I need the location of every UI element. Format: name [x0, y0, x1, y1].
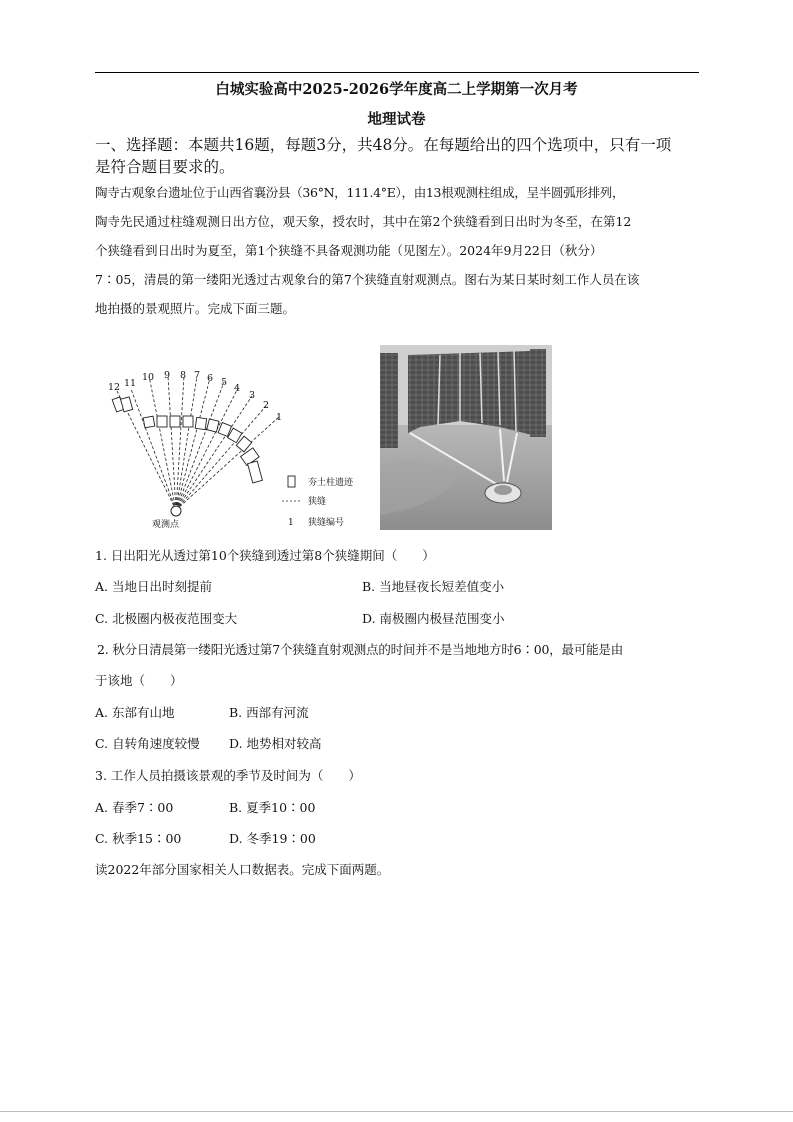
question-2-stem: 2. 秋分日清晨第一缕阳光透过第7个狭缝直射观测点的时间并不是当地地方时6∶00，最可能是由 [97, 642, 624, 657]
section-heading [95, 134, 701, 178]
section-heading-line: 是符合题目要求的。 [95, 158, 235, 176]
slit-number-label: 2 [263, 400, 270, 411]
question-3-stem: 3. 工作人员拍摄该景观的季节及时间为（ ） [95, 768, 361, 783]
slit-number-label: 3 [249, 390, 256, 401]
observatory-diagram [104, 362, 374, 534]
observation-point-marker [171, 506, 181, 516]
passage-line: 个狭缝看到日出时为夏至，第1个狭缝不具备观测功能（见图左）。2024年9月22日（秋分） [95, 243, 603, 258]
question-2-option-a[interactable]: A. 东部有山地 [95, 705, 175, 720]
exam-title: 白城实验高中2025-2026学年度高二上学期第一次月考 [215, 81, 578, 98]
slit-number-label: 6 [207, 373, 214, 384]
legend-pillar-label: 夯土柱遗迹 [308, 478, 354, 488]
legend-pillar-symbol [288, 476, 295, 487]
passage-line: 陶寺古观象台遗址位于山西省襄汾县（36°N，111.4°E），由13根观测柱组成，呈半圆弧形排列， [95, 185, 625, 200]
question-2-option-d[interactable]: D. 地势相对较高 [229, 736, 322, 751]
question-1-option-c[interactable]: C. 北极圈内极夜范围变大 [95, 611, 238, 626]
question-2-option-c[interactable]: C. 自转角速度较慢 [95, 736, 200, 751]
legend-slit-label: 狭缝 [308, 497, 327, 507]
question-1-option-b[interactable]: B. 当地昼夜长短差值变小 [362, 579, 505, 594]
question-1-stem: 1. 日出阳光从透过第10个狭缝到透过第8个狭缝期间（ ） [95, 548, 435, 563]
slit-number-label: 12 [108, 382, 121, 393]
exam-subtitle: 地理试卷 [367, 111, 426, 128]
observatory-photo [380, 345, 552, 530]
footer-rule [0, 1111, 793, 1112]
question-1-option-a[interactable]: A. 当地日出时刻提前 [95, 579, 212, 594]
passage-1 [95, 178, 701, 323]
legend-number-symbol: 1 [288, 518, 294, 528]
question-2-stem-continued: 于该地（ ） [95, 673, 183, 688]
question-3-option-c[interactable]: C. 秋季15∶00 [95, 831, 182, 846]
slit-number-label: 4 [234, 383, 241, 394]
slit-number-label: 1 [276, 412, 283, 423]
diagram-legend [282, 476, 354, 528]
question-3-option-a[interactable]: A. 春季7∶00 [95, 800, 174, 815]
passage-line: 地拍摄的景观照片。完成下面三题。 [95, 301, 296, 316]
observation-point-label: 观测点 [152, 520, 180, 530]
slit-number-label: 10 [142, 372, 155, 383]
slit-number-label: 11 [124, 378, 137, 389]
passage-line: 7∶05，清晨的第一缕阳光透过古观象台的第7个狭缝直射观测点。图右为某日某时刻工作人员在该 [95, 272, 640, 287]
question-3-option-b[interactable]: B. 夏季10∶00 [229, 800, 316, 815]
slit-number-label: 7 [194, 370, 201, 381]
slit-number-label: 9 [164, 370, 171, 381]
slit-number-label: 8 [180, 370, 187, 381]
question-3-option-d[interactable]: D. 冬季19∶00 [229, 831, 316, 846]
legend-number-label: 狭缝编号 [308, 518, 345, 528]
slit-number-label: 5 [221, 377, 228, 388]
passage-line: 陶寺先民通过柱缝观测日出方位，观天象，授农时，其中在第2个狭缝看到日出时为冬至，在第12 [95, 214, 632, 229]
passage-2-intro: 读2022年部分国家相关人口数据表。完成下面两题。 [95, 862, 390, 877]
question-1-option-d[interactable]: D. 南极圈内极昼范围变小 [362, 611, 505, 626]
question-2-option-b[interactable]: B. 西部有河流 [229, 705, 309, 720]
header-rule [95, 72, 699, 73]
slit-lines [117, 376, 283, 510]
section-heading-line: 一、选择题：本题共16题，每题3分，共48分。在每题给出的四个选项中，只有一项 [95, 136, 672, 154]
